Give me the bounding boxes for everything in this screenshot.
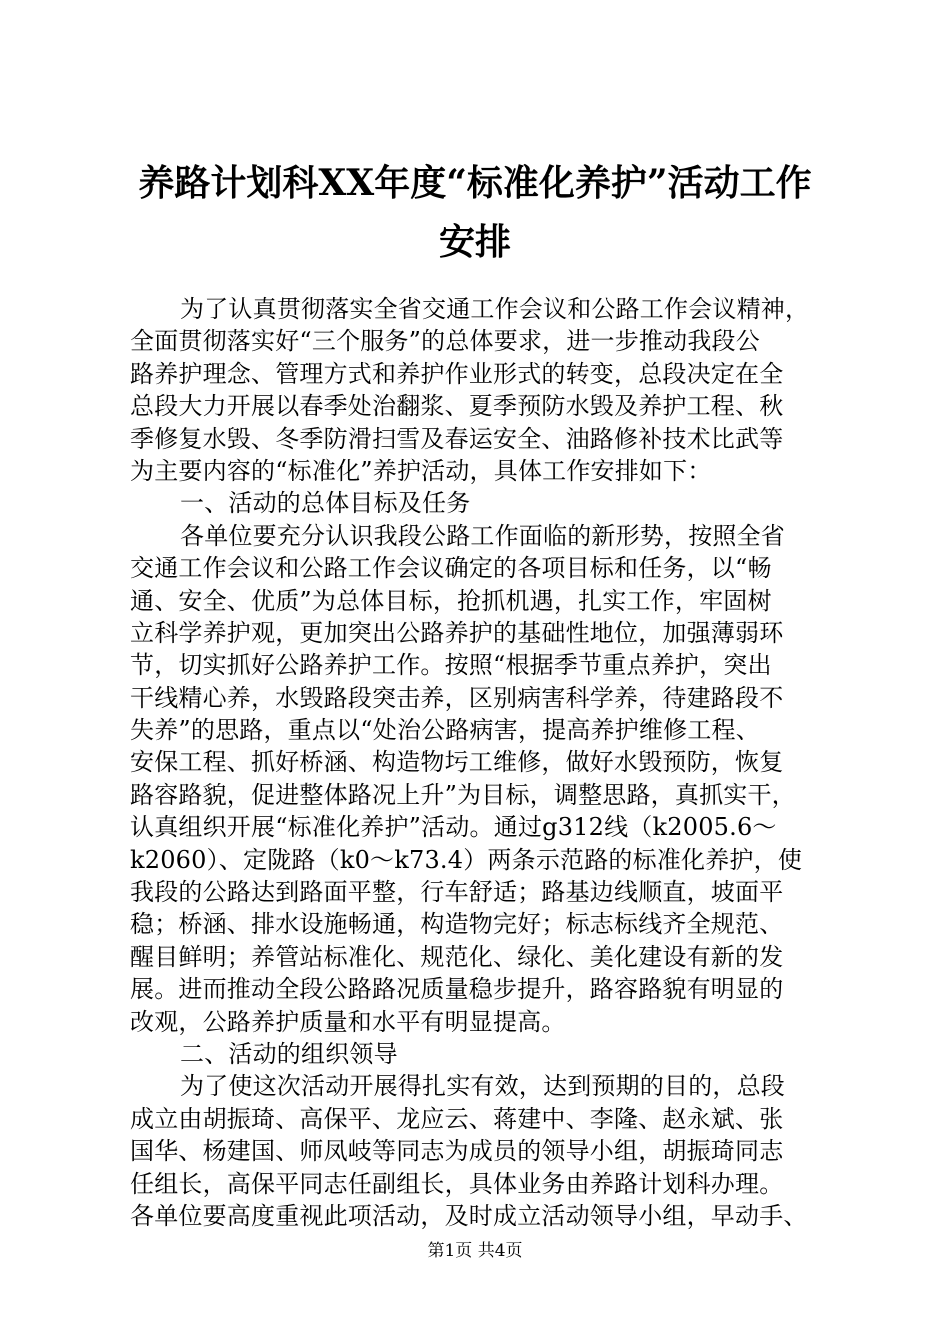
paragraph-line: 交通工作会议和公路工作会议确定的各项目标和任务，以“畅 [130,554,772,583]
paragraph-line: 醒目鲜明；养管站标准化、规范化、绿化、美化建设有新的发 [130,942,784,971]
section-heading: 一、活动的总体目标及任务 [180,489,471,518]
paragraph-line: 季修复水毁、冬季防滑扫雪及春运安全、油路修补技术比武等 [130,424,784,453]
paragraph-line: 各单位要充分认识我段公路工作面临的新形势，按照全省 [180,521,785,550]
paragraph-line: 立科学养护观，更加突出公路养护的基础性地位，加强薄弱环 [130,618,784,647]
paragraph-line: 稳；桥涵、排水设施畅通，构造物完好；标志标线齐全规范、 [130,910,784,939]
paragraph-line: 总段大力开展以春季处治翻浆、夏季预防水毁及养护工程、秋 [130,392,784,421]
paragraph-line: 为了使这次活动开展得扎实有效，达到预期的目的，总段 [180,1072,785,1101]
paragraph-line: 为了认真贯彻落实全省交通工作会议和公路工作会议精神， [180,295,810,323]
paragraph-line: 各单位要高度重视此项活动，及时成立活动领导小组，早动手、 [130,1201,808,1230]
paragraph-line: k2060）、定陇路（k0～k73.4）两条示范路的标准化养护，使 [130,845,803,874]
paragraph-line: 路养护理念、管理方式和养护作业形式的转变，总段决定在全 [130,359,784,388]
paragraph-line: 失养”的思路，重点以“处治公路病害，提高养护维修工程、 [130,716,760,745]
paragraph-line: 成立由胡振琦、高保平、龙应云、蒋建中、李隆、赵永斌、张 [130,1104,784,1133]
paragraph-line: 展。进而推动全段公路路况质量稳步提升，路容路貌有明显的 [130,975,784,1004]
paragraph-line: 改观，公路养护质量和水平有明显提高。 [130,1007,566,1036]
section-heading: 二、活动的组织领导 [180,1039,398,1068]
paragraph-line: 任组长，高保平同志任副组长，具体业务由养路计划科办理。 [130,1169,784,1198]
paragraph-line: 通、安全、优质”为总体目标，抢抓机遇，扎实工作，牢固树 [130,586,772,615]
document-body [130,293,830,1232]
paragraph-line: 路容路貌，促进整体路况上升”为目标，调整思路，真抓实干， [130,780,796,809]
document-title-line-2: 安排 [438,221,511,263]
paragraph-line: 干线精心养，水毁路段突击养，区别病害科学养，待建路段不 [130,683,784,712]
paragraph-line: 国华、杨建国、师凤岐等同志为成员的领导小组，胡振琦同志 [130,1137,784,1166]
page-number-footer: 第1页 共4页 [427,1241,523,1261]
paragraph-line: 全面贯彻落实好“三个服务”的总体要求，进一步推动我段公 [130,327,760,356]
paragraph-line: 安保工程、抓好桥涵、构造物圬工维修，做好水毁预防，恢复 [130,748,784,777]
paragraph-line: 认真组织开展“标准化养护”活动。通过g312线（k2005.6～ [130,813,777,842]
paragraph-line: 为主要内容的“标准化”养护活动，具体工作安排如下： [130,456,712,485]
document-title-line-1: 养路计划科XX年度“标准化养护”活动工作 [138,162,812,204]
paragraph-line: 我段的公路达到路面平整，行车舒适；路基边线顺直，坡面平 [130,878,784,907]
paragraph-line: 节，切实抓好公路养护工作。按照“根据季节重点养护，突出 [130,651,772,680]
